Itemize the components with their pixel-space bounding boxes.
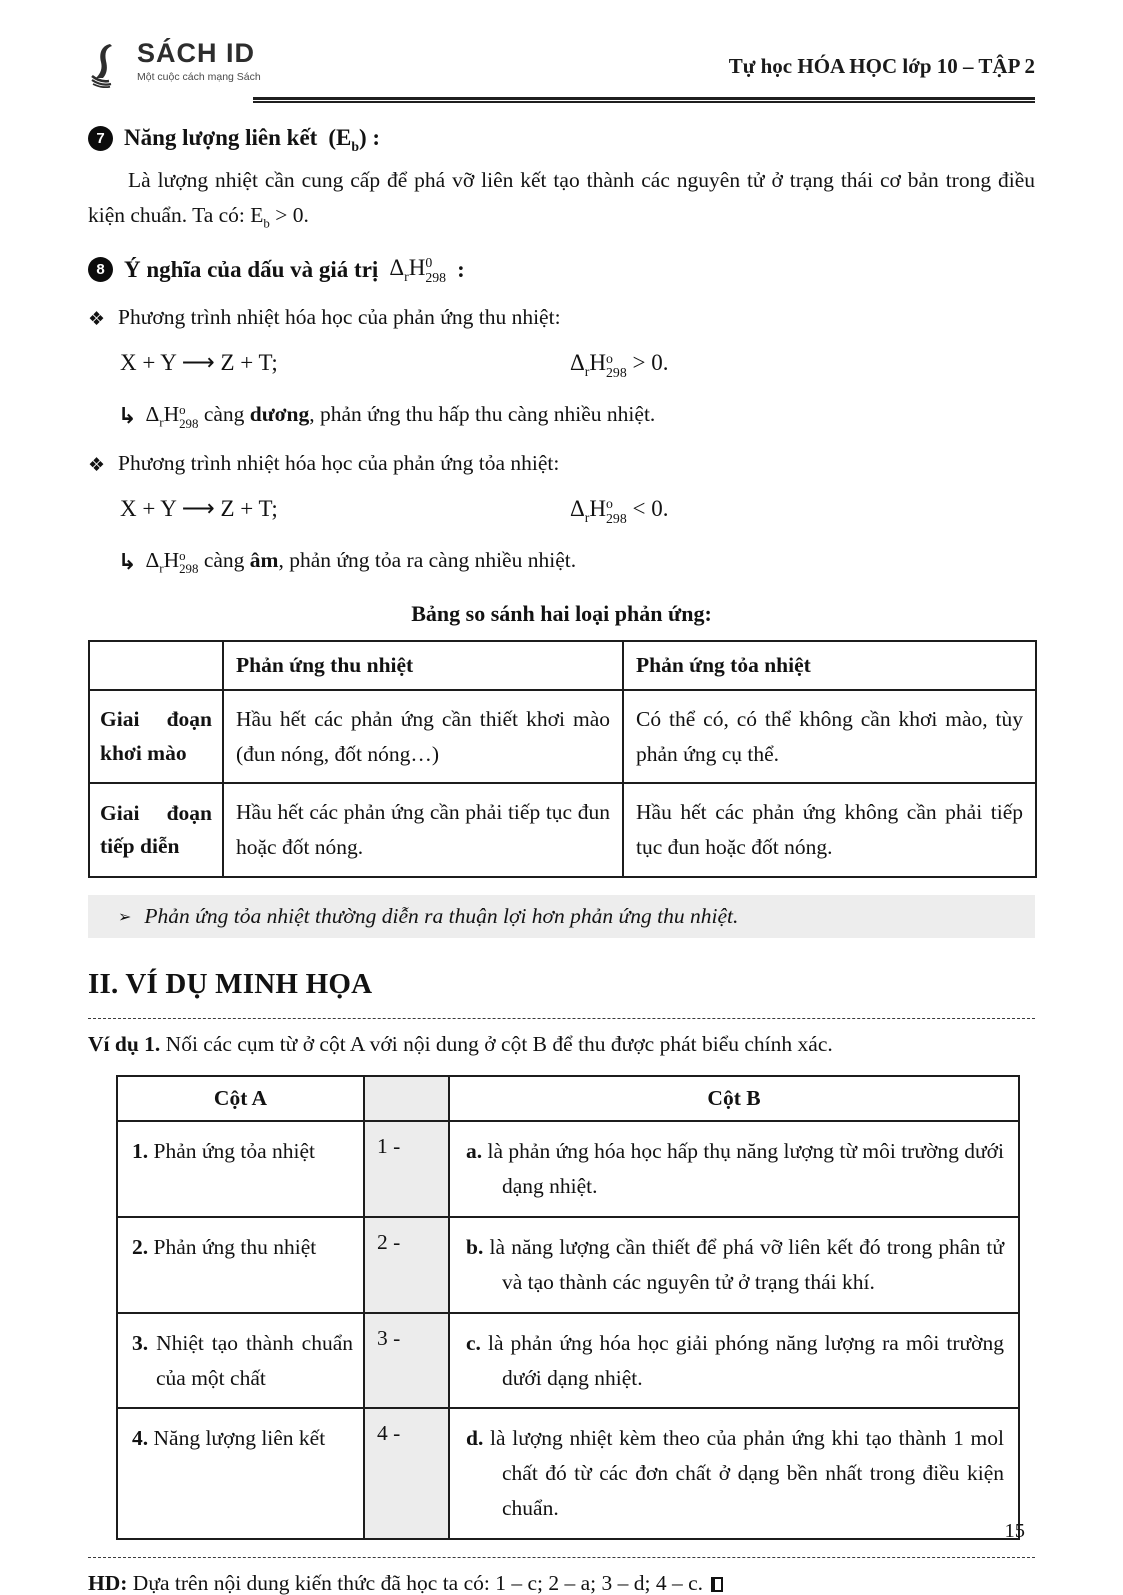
match-answer-cell: 1 - bbox=[364, 1121, 449, 1217]
col-b-item: b. là năng lượng cần thiết để phá vỡ liên kết đó trong phân tử và tạo thành các nguyên tử ở trạng thái khí. bbox=[449, 1217, 1019, 1313]
col-a-item: 1. Phản ứng tỏa nhiệt bbox=[117, 1121, 364, 1217]
cell-endothermic: Hầu hết các phản ứng cần phải tiếp tục đun hoặc đốt nóng. bbox=[223, 783, 623, 877]
section8-heading bbox=[88, 255, 1035, 286]
delta-h-formula: $\Delta_rH$ o 298 bbox=[145, 547, 199, 577]
equation-right: $\Delta_rH$ o 298 > 0. bbox=[570, 349, 669, 380]
table-row bbox=[117, 1408, 1019, 1538]
match-answer-cell: 2 - bbox=[364, 1217, 449, 1313]
cell-exothermic: Có thể có, có thể không cần khơi mào, tùy phản ứng cụ thể. bbox=[623, 690, 1036, 784]
col-endothermic-header: Phản ứng thu nhiệt bbox=[223, 641, 623, 690]
arrowhead-bullet-icon: ➢ bbox=[118, 907, 132, 927]
col-b-item: c. là phản ứng hóa học giải phóng năng lượng ra môi trường dưới dạng nhiệt. bbox=[449, 1313, 1019, 1409]
table-row bbox=[117, 1217, 1019, 1313]
row-label: Giai đoạn khơi mào bbox=[89, 690, 223, 784]
exothermic-equation bbox=[88, 496, 1035, 532]
book-title: Tự học HÓA HỌC lớp 10 – TẬP 2 bbox=[728, 54, 1035, 78]
diamond-bullet-icon: ❖ bbox=[88, 308, 106, 331]
col-a-item: 4. Năng lượng liên kết bbox=[117, 1408, 364, 1538]
dashed-divider bbox=[88, 1557, 1035, 1558]
section7-body: Là lượng nhiệt cần cung cấp để phá vỡ liên kết tạo thành các nguyên tử ở trạng thái cơ bản trong điều kiện chuẩn. Ta có: $E_b > 0$. bbox=[88, 168, 1035, 231]
endothermic-label: Phương trình nhiệt hóa học của phản ứng thu nhiệt: bbox=[118, 305, 561, 330]
empty-header-cell bbox=[89, 641, 223, 690]
section8-title: Ý nghĩa của dấu và giá trị bbox=[124, 256, 379, 282]
equation-left: X + Y ⟶ Z + T; bbox=[120, 349, 278, 375]
delta-h-formula: $\Delta_rH$ o 298 bbox=[570, 349, 627, 380]
equation-right: $\Delta_rH$ o 298 < 0. bbox=[570, 495, 669, 526]
table-row bbox=[117, 1121, 1019, 1217]
exothermic-bullet bbox=[88, 451, 1035, 480]
page-header bbox=[88, 0, 1035, 93]
circled-number-8-icon: 8 bbox=[88, 257, 113, 282]
diamond-bullet-icon: ❖ bbox=[88, 454, 106, 477]
solution-line: HD: Dựa trên nội dung kiến thức đã học ta có: 1 – c; 2 – a; 3 – d; 4 – c. bbox=[88, 1571, 1035, 1595]
table-header-row bbox=[89, 641, 1036, 690]
page-number: 15 bbox=[1004, 1520, 1025, 1542]
equation-left: X + Y ⟶ Z + T; bbox=[120, 495, 278, 521]
match-column-header bbox=[364, 1076, 449, 1121]
table-row bbox=[117, 1313, 1019, 1409]
exothermic-note: ↳ $\Delta_rH$ o 298 càng âm, phản ứng tỏa ra càng nhiều nhiệt. bbox=[118, 547, 577, 577]
table-header-row bbox=[117, 1076, 1019, 1121]
section7-title: Năng lượng liên kết bbox=[124, 125, 318, 150]
table-row bbox=[89, 783, 1036, 877]
col-b-header: Cột B bbox=[449, 1076, 1019, 1121]
col-b-item: a. là phản ứng hóa học hấp thụ năng lượng từ môi trường dưới dạng nhiệt. bbox=[449, 1121, 1019, 1217]
section8-colon: : bbox=[457, 256, 465, 282]
endothermic-equation bbox=[88, 350, 1035, 386]
end-of-solution-icon bbox=[711, 1577, 723, 1592]
delta-h-formula: $\Delta_rH$ 0 298 bbox=[389, 254, 447, 285]
exothermic-label: Phương trình nhiệt hóa học của phản ứng tỏa nhiệt: bbox=[118, 451, 560, 476]
solution-label: HD: bbox=[88, 1570, 128, 1595]
logo-tagline: Một cuộc cách mạng Sách bbox=[137, 71, 261, 83]
hook-arrow-icon: ↳ bbox=[118, 403, 137, 429]
row-label: Giai đoạn tiếp diễn bbox=[89, 783, 223, 877]
highlight-note bbox=[88, 895, 1035, 938]
endothermic-bullet bbox=[88, 305, 1035, 334]
col-a-item: 3. Nhiệt tạo thành chuẩn của một chất bbox=[117, 1313, 364, 1409]
matching-table bbox=[116, 1075, 1020, 1539]
compare-table-title: Bảng so sánh hai loại phản ứng: bbox=[411, 600, 712, 626]
col-exothermic-header: Phản ứng tỏa nhiệt bbox=[623, 641, 1036, 690]
example1-label: Ví dụ 1. bbox=[88, 1032, 161, 1057]
delta-h-formula: $\Delta_rH$ o 298 bbox=[570, 495, 627, 526]
section7-heading bbox=[88, 125, 1035, 154]
table-row bbox=[89, 690, 1036, 784]
logo-title: SÁCH ID bbox=[137, 38, 256, 68]
highlight-note-text: Phản ứng tỏa nhiệt thường diễn ra thuận lợi hơn phản ứng thu nhiệt. bbox=[144, 904, 739, 929]
match-answer-cell: 4 - bbox=[364, 1408, 449, 1538]
cell-endothermic: Hầu hết các phản ứng cần thiết khơi mào (đun nóng, đốt nóng…) bbox=[223, 690, 623, 784]
col-a-header: Cột A bbox=[117, 1076, 364, 1121]
open-book-icon bbox=[88, 40, 132, 93]
eb-condition: $E_b > 0$. bbox=[250, 202, 309, 231]
compare-table bbox=[88, 640, 1037, 878]
dashed-divider bbox=[88, 1018, 1035, 1019]
header-rule bbox=[253, 97, 1035, 103]
bond-energy-symbol: $(E_b)$ : bbox=[328, 125, 381, 154]
section2-heading: II. VÍ DỤ MINH HỌA bbox=[88, 968, 373, 1001]
hook-arrow-icon: ↳ bbox=[118, 549, 137, 575]
example1-prompt: Ví dụ 1. Nối các cụm từ ở cột A với nội dung ở cột B để thu được phát biểu chính xác. bbox=[88, 1032, 833, 1057]
delta-h-formula: $\Delta_rH$ o 298 bbox=[145, 401, 199, 431]
col-a-item: 2. Phản ứng thu nhiệt bbox=[117, 1217, 364, 1313]
circled-number-7-icon: 7 bbox=[88, 126, 113, 151]
cell-exothermic: Hầu hết các phản ứng không cần phải tiếp tục đun hoặc đốt nóng. bbox=[623, 783, 1036, 877]
match-answer-cell: 3 - bbox=[364, 1313, 449, 1409]
sach-id-logo bbox=[88, 40, 261, 93]
endothermic-note: ↳ $\Delta_rH$ o 298 càng dương, phản ứng thu hấp thu càng nhiều nhiệt. bbox=[118, 401, 656, 431]
col-b-item: d. là lượng nhiệt kèm theo của phản ứng khi tạo thành 1 mol chất đó từ các đơn chất ở dạng bền nhất trong điều kiện chuẩn. bbox=[449, 1408, 1019, 1538]
